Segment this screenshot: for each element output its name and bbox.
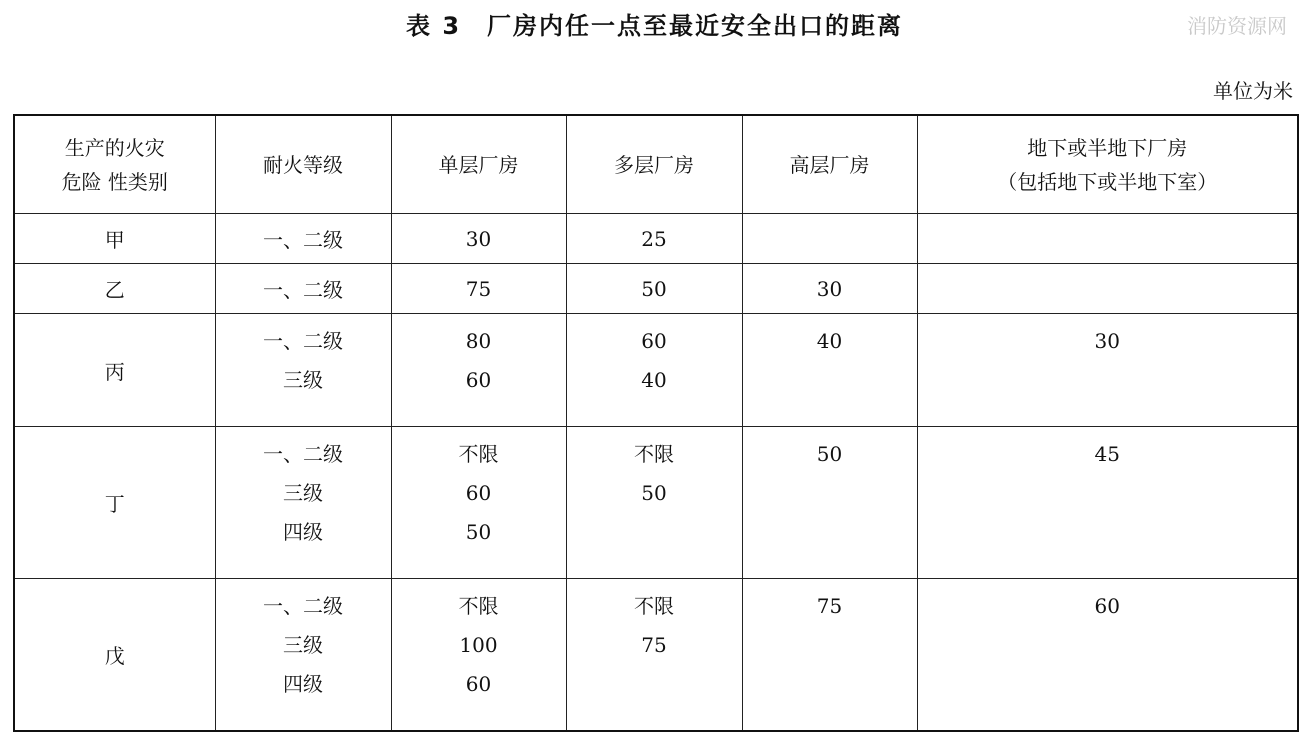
underground-cell — [917, 427, 1298, 579]
distance-value: 不限 — [458, 442, 499, 466]
underground-cell — [917, 214, 1298, 264]
distance-value: 30 — [1094, 329, 1120, 353]
high-rise-cell — [742, 579, 917, 732]
header-category-line: 生产的火灾 — [64, 135, 165, 160]
header-category — [14, 115, 215, 214]
multi-storey-cell — [566, 427, 742, 579]
table-header-row — [14, 115, 1298, 214]
page-title: 表 3 厂房内任一点至最近安全出口的距离 — [405, 12, 904, 40]
single-storey-cell — [391, 427, 566, 579]
multi-storey-cell: 50 — [566, 264, 742, 314]
single-storey-cell — [391, 314, 566, 427]
high-rise-cell — [742, 214, 917, 264]
table-row — [14, 214, 1298, 264]
distance-value: 40 — [641, 368, 667, 392]
high-rise-cell — [742, 314, 917, 427]
distance-value: 40 — [816, 329, 843, 353]
distance-value: 50 — [465, 520, 492, 544]
header-high-rise: 高层厂房 — [742, 115, 917, 214]
header-underground — [917, 115, 1298, 214]
underground-cell — [917, 314, 1298, 427]
category-cell: 戊 — [14, 579, 215, 732]
distance-value: 60 — [641, 329, 667, 353]
table-row — [14, 427, 1298, 579]
single-storey-cell — [391, 579, 566, 732]
distance-value: 60 — [465, 672, 492, 696]
table-row — [14, 264, 1298, 314]
single-storey-cell: 30 — [391, 214, 566, 264]
header-category-line: 危险 性类别 — [61, 169, 168, 194]
single-storey-cell: 75 — [391, 264, 566, 314]
rating-value: 三级 — [283, 368, 323, 392]
rating-cell — [215, 427, 391, 579]
rating-value: 四级 — [283, 672, 323, 696]
rating-value: 一、二级 — [263, 329, 343, 353]
distance-value: 不限 — [634, 594, 674, 618]
category-cell: 甲 — [14, 214, 215, 264]
header-underground-line: （包括地下或半地下室） — [997, 169, 1218, 194]
rating-value: 三级 — [283, 481, 323, 505]
underground-cell — [917, 579, 1298, 732]
distance-value: 60 — [465, 368, 492, 392]
unit-label: 单位为米 — [1213, 79, 1293, 103]
rating-cell: 一、二级 — [215, 214, 391, 264]
multi-storey-cell: 25 — [566, 214, 742, 264]
header-multi-storey: 多层厂房 — [566, 115, 742, 214]
underground-cell — [917, 264, 1298, 314]
distance-value: 80 — [465, 329, 492, 353]
rating-value: 四级 — [283, 520, 323, 544]
category-cell: 丙 — [14, 314, 215, 427]
rating-cell — [215, 579, 391, 732]
table-row — [14, 314, 1298, 427]
multi-storey-cell — [566, 579, 742, 732]
header-single-storey: 单层厂房 — [391, 115, 566, 214]
distance-value: 50 — [816, 442, 843, 466]
multi-storey-cell — [566, 314, 742, 427]
distance-value: 75 — [816, 594, 843, 618]
high-rise-cell — [742, 427, 917, 579]
high-rise-cell: 30 — [742, 264, 917, 314]
distance-value: 50 — [641, 481, 667, 505]
category-cell: 丁 — [14, 427, 215, 579]
watermark: 消防资源网 — [1187, 14, 1287, 38]
distance-value: 不限 — [458, 594, 499, 618]
distance-value: 60 — [1094, 594, 1120, 618]
rating-cell: 一、二级 — [215, 264, 391, 314]
distance-value: 100 — [459, 633, 498, 657]
rating-value: 一、二级 — [263, 442, 343, 466]
category-cell: 乙 — [14, 264, 215, 314]
distance-value: 不限 — [634, 442, 674, 466]
header-fire-rating: 耐火等级 — [215, 115, 391, 214]
table-row — [14, 579, 1298, 732]
rating-value: 一、二级 — [263, 594, 343, 618]
rating-cell — [215, 314, 391, 427]
distance-value: 75 — [641, 633, 667, 657]
distance-value: 60 — [465, 481, 492, 505]
header-underground-line: 地下或半地下厂房 — [1027, 135, 1188, 160]
rating-value: 三级 — [283, 633, 323, 657]
distance-table — [13, 114, 1299, 732]
distance-value: 45 — [1094, 442, 1120, 466]
